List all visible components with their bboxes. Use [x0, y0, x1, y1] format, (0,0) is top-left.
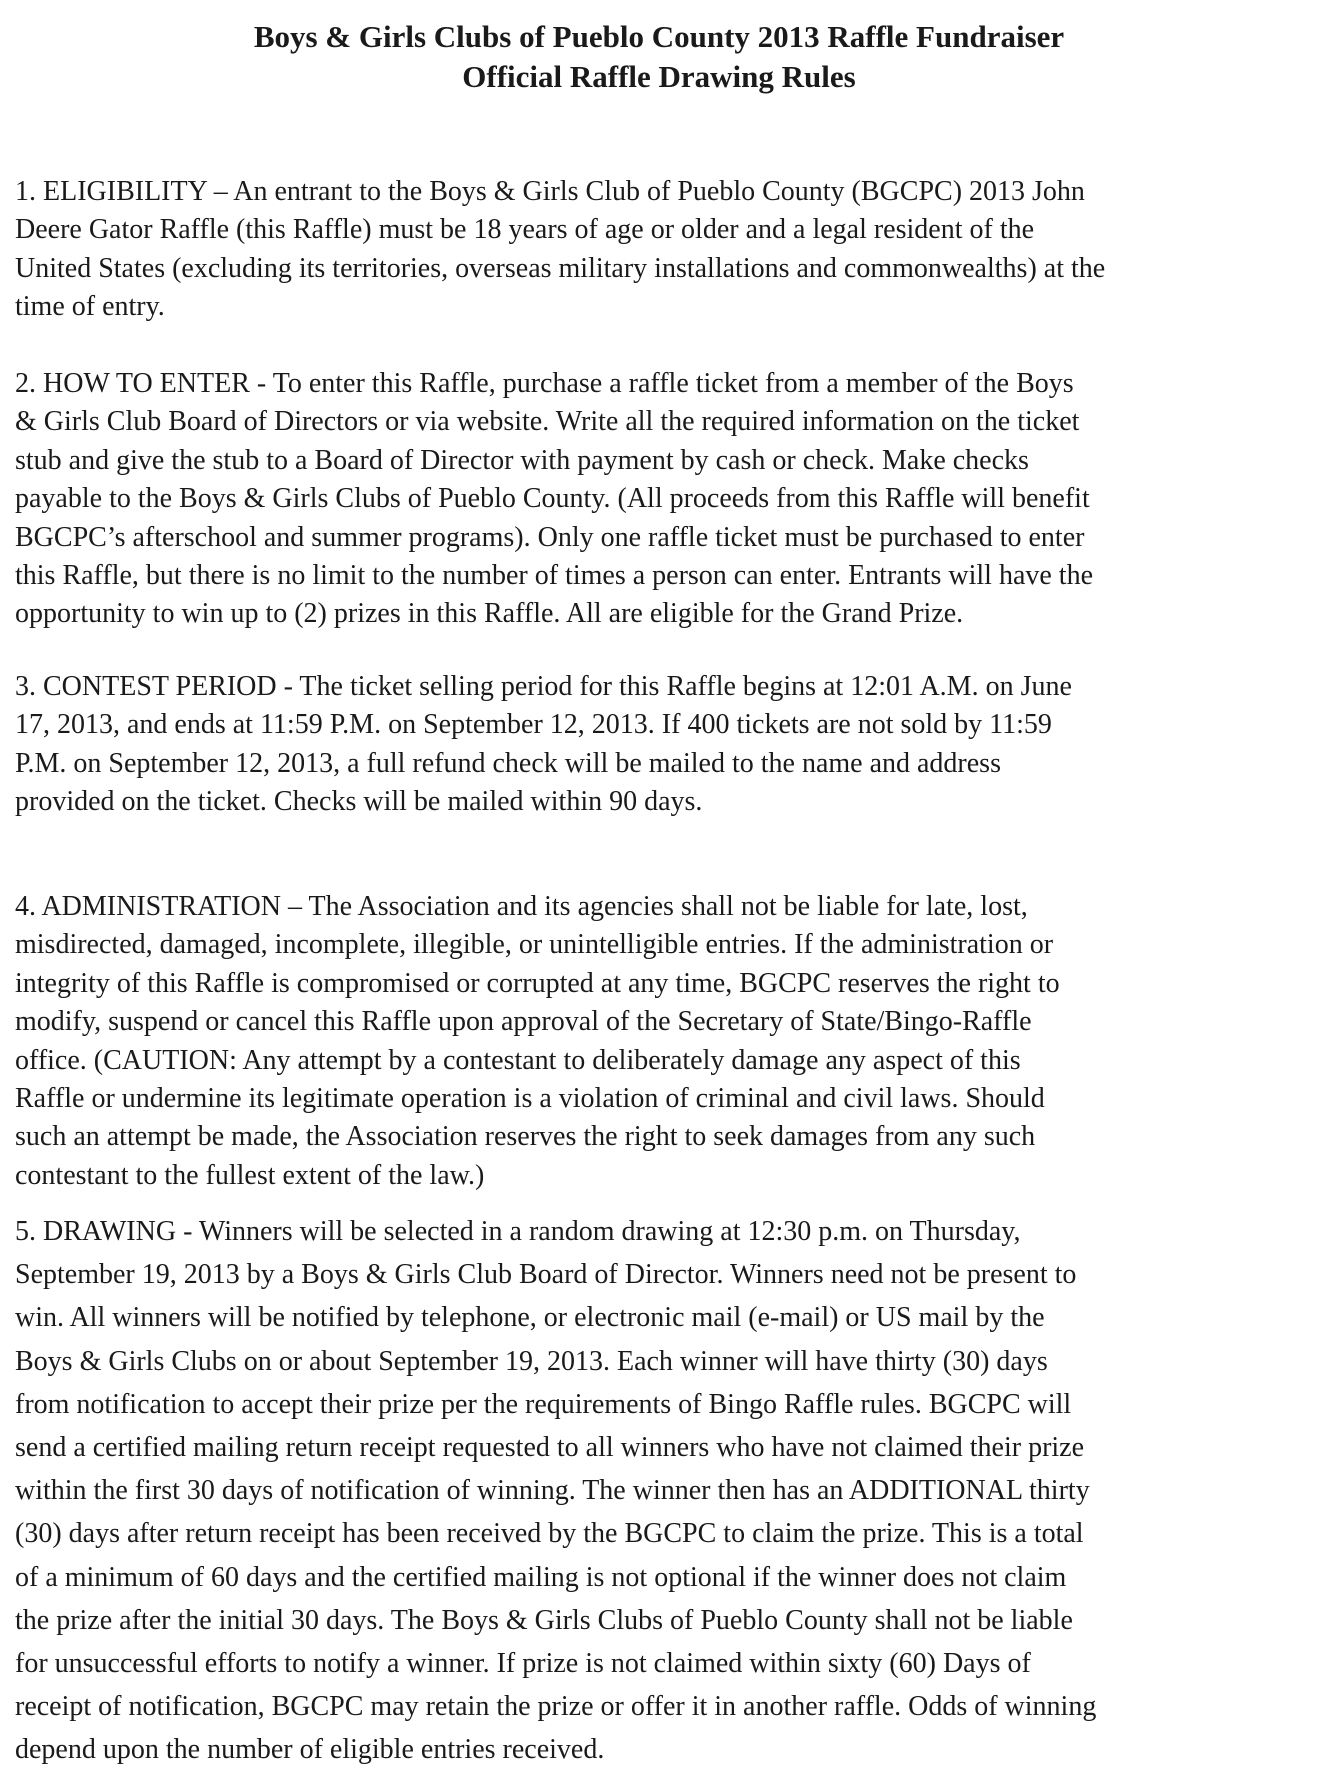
section-line: opportunity to win up to (2) prizes in this Raffle. All are eligible for the Grand Prize. — [15, 598, 964, 630]
section-line: within the first 30 days of notification of winning. The winner then has an ADDITIONAL thirty — [15, 1475, 1090, 1507]
section-eligibility — [15, 173, 1310, 327]
section-line: provided on the ticket. Checks will be mailed within 90 days. — [15, 786, 703, 818]
section-line: 2. HOW TO ENTER - To enter this Raffle, purchase a raffle ticket from a member of the Boys — [15, 368, 1074, 399]
section-administration — [15, 888, 1310, 1195]
section-line: of a minimum of 60 days and the certified mailing is not optional if the winner does not claim — [15, 1561, 1067, 1593]
section-line: misdirected, damaged, incomplete, illegible, or unintelligible entries. If the administration or — [15, 929, 1054, 961]
section-line: for unsuccessful efforts to notify a winner. If prize is not claimed within sixty (60) Days of — [15, 1648, 1031, 1680]
section-line: (30) days after return receipt has been received by the BGCPC to claim the prize. This is a total — [15, 1518, 1084, 1550]
section-line: 5. DRAWING - Winners will be selected in a random drawing at 12:30 p.m. on Thursday, — [15, 1216, 1021, 1247]
section-line: this Raffle, but there is no limit to the number of times a person can enter. Entrants will have the — [15, 560, 1093, 592]
section-line: receipt of notification, BGCPC may retain the prize or offer it in another raffle. Odds of winning — [15, 1691, 1097, 1723]
section-how-to-enter — [15, 365, 1310, 634]
document-subtitle: Official Raffle Drawing Rules — [462, 59, 856, 94]
section-line: United States (excluding its territories, overseas military installations and commonwealths) at the — [15, 252, 1106, 284]
section-line: contestant to the fullest extent of the law.) — [15, 1159, 485, 1191]
section-line: 1. ELIGIBILITY – An entrant to the Boys & Girls Club of Pueblo County (BGCPC) 2013 John — [15, 176, 1085, 207]
section-line: the prize after the initial 30 days. The Boys & Girls Clubs of Pueblo County shall not be liable — [15, 1604, 1073, 1636]
section-line: such an attempt be made, the Association reserves the right to seek damages from any such — [15, 1121, 1036, 1153]
section-line: from notification to accept their prize per the requirements of Bingo Raffle rules. BGCPC will — [15, 1388, 1072, 1420]
section-contest-period — [15, 668, 1310, 822]
section-line: modify, suspend or cancel this Raffle upon approval of the Secretary of State/Bingo-Raffle — [15, 1006, 1032, 1038]
section-line: time of entry. — [15, 291, 165, 323]
section-line: & Girls Club Board of Directors or via website. Write all the required information on the ticket — [15, 406, 1080, 438]
section-line: Boys & Girls Clubs on or about September 19, 2013. Each winner will have thirty (30) days — [15, 1345, 1048, 1377]
section-line: win. All winners will be notified by telephone, or electronic mail (e-mail) or US mail by the — [15, 1302, 1045, 1334]
section-drawing — [15, 1210, 1310, 1772]
section-line: 3. CONTEST PERIOD - The ticket selling period for this Raffle begins at 12:01 A.M. on June — [15, 671, 1072, 702]
section-line: 17, 2013, and ends at 11:59 P.M. on September 12, 2013. If 400 tickets are not sold by 11:59 — [15, 709, 1052, 741]
section-line: Deere Gator Raffle (this Raffle) must be 18 years of age or older and a legal resident of the — [15, 214, 1035, 246]
section-line: depend upon the number of eligible entries received. — [15, 1734, 605, 1766]
section-line: September 19, 2013 by a Boys & Girls Club Board of Director. Winners need not be present to — [15, 1259, 1077, 1291]
section-line: BGCPC’s afterschool and summer programs). Only one raffle ticket must be purchased to enter — [15, 521, 1085, 553]
document-title: Boys & Girls Clubs of Pueblo County 2013 Raffle Fundraiser — [253, 19, 1065, 54]
section-line: P.M. on September 12, 2013, a full refund check will be mailed to the name and address — [15, 747, 1001, 779]
section-line: office. (CAUTION: Any attempt by a contestant to deliberately damage any aspect of this — [15, 1044, 1021, 1076]
section-line: integrity of this Raffle is compromised or corrupted at any time, BGCPC reserves the right to — [15, 967, 1060, 999]
section-line: Raffle or undermine its legitimate operation is a violation of criminal and civil laws. Should — [15, 1083, 1045, 1115]
section-line: payable to the Boys & Girls Clubs of Pueblo County. (All proceeds from this Raffle will benefit — [15, 483, 1090, 515]
document-header — [0, 17, 1318, 97]
section-line: stub and give the stub to a Board of Director with payment by cash or check. Make checks — [15, 444, 1029, 476]
section-line: send a certified mailing return receipt requested to all winners who have not claimed their prize — [15, 1432, 1085, 1464]
section-line: 4. ADMINISTRATION – The Association and its agencies shall not be liable for late, lost, — [15, 891, 1028, 922]
